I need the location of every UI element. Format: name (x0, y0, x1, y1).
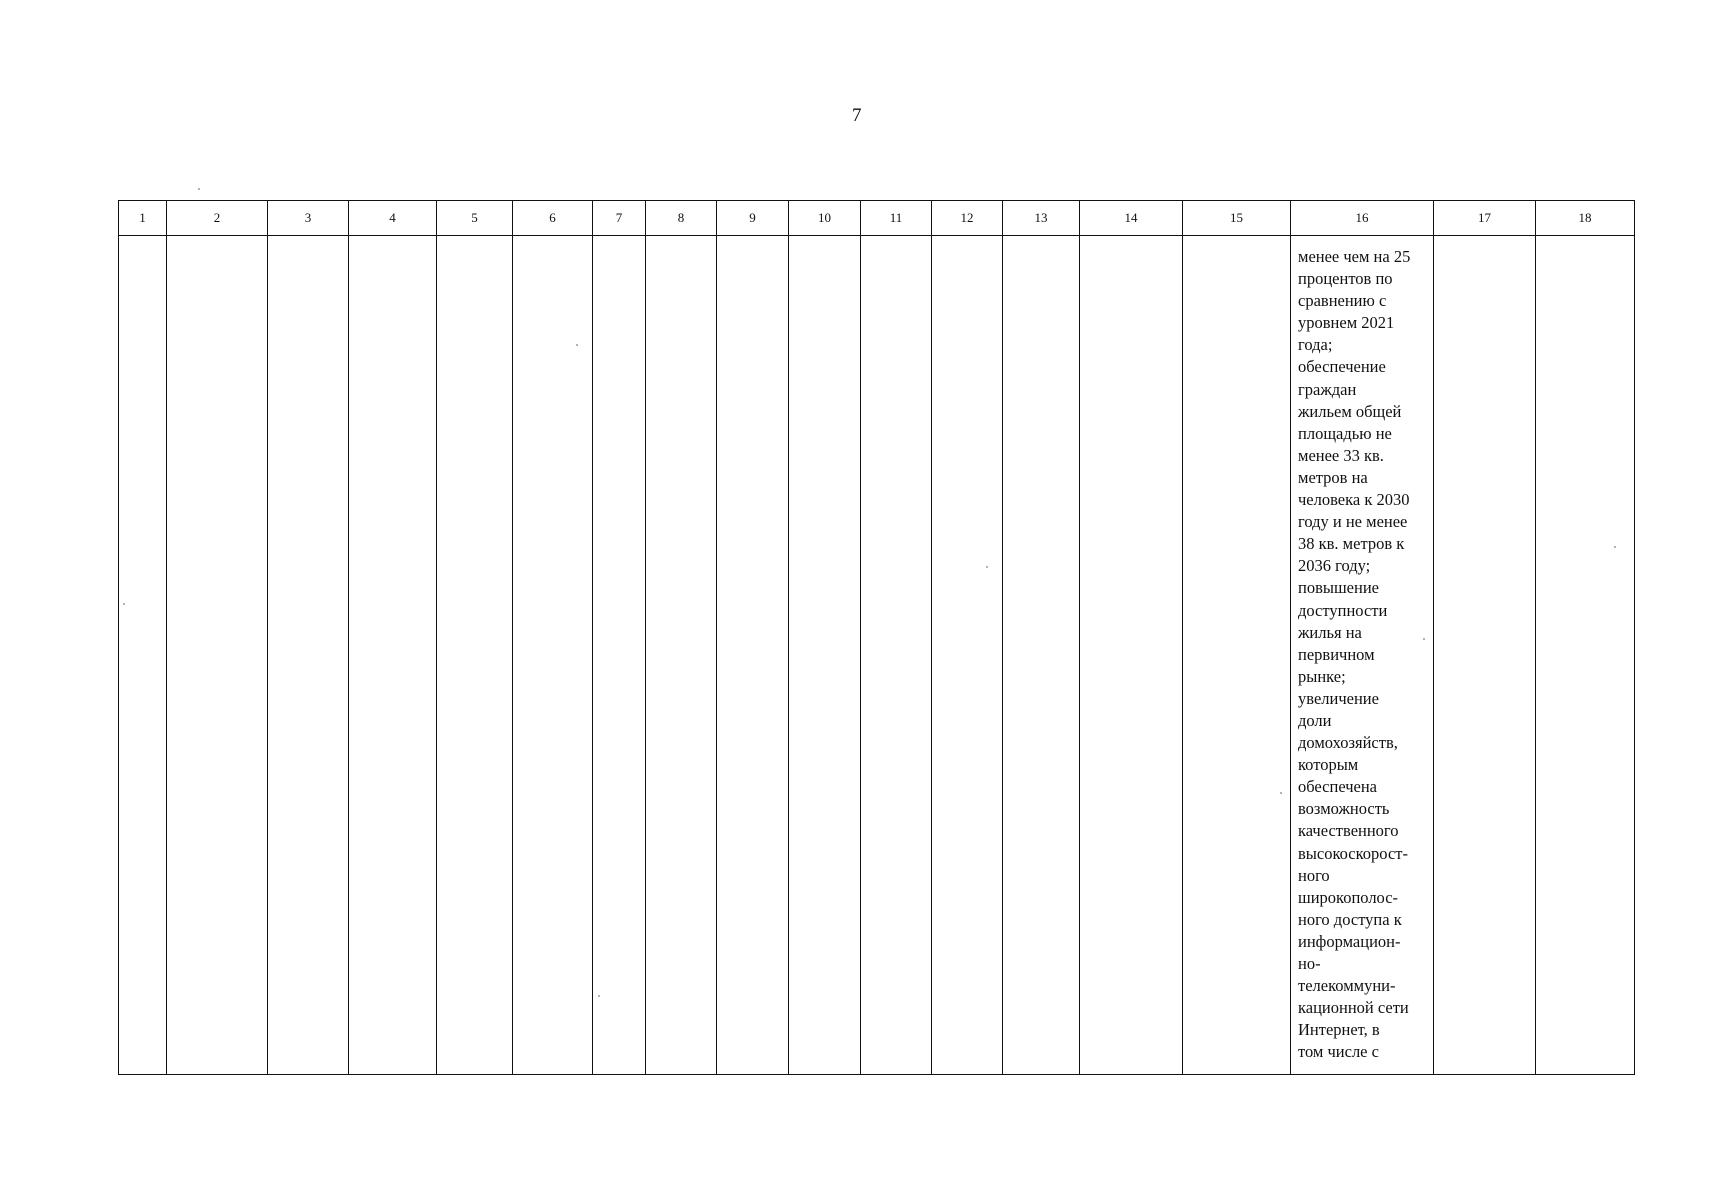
scan-speck (598, 995, 600, 997)
cell-text (437, 236, 512, 246)
cell-text (268, 236, 348, 246)
cell-text (717, 236, 788, 246)
table-cell (167, 236, 268, 1075)
table-cell-text-column (1291, 236, 1434, 1075)
cell-text (167, 236, 267, 246)
header-row (119, 201, 1635, 236)
table-cell (593, 236, 646, 1075)
scan-speck (576, 344, 578, 346)
column-header: 16 (1291, 201, 1434, 236)
table-cell (932, 236, 1003, 1075)
table-cell (717, 236, 789, 1075)
column-header: 6 (513, 201, 593, 236)
cell-text (593, 236, 645, 246)
table-cell (1183, 236, 1291, 1075)
cell-text (349, 236, 436, 246)
data-table (118, 200, 1635, 1075)
column-header: 7 (593, 201, 646, 236)
table-cell (646, 236, 717, 1075)
table-row (119, 236, 1635, 1075)
cell-text (513, 236, 592, 246)
column-header: 4 (349, 201, 437, 236)
scan-speck (1614, 546, 1616, 548)
column-header: 13 (1003, 201, 1080, 236)
scan-speck (986, 566, 988, 568)
column-header: 14 (1080, 201, 1183, 236)
cell-text (1536, 236, 1634, 246)
column-header: 8 (646, 201, 717, 236)
scan-speck (1280, 792, 1282, 794)
cell-text (1434, 236, 1535, 246)
cell-text: менее чем на 25 процентов по сравнению с уровнем 2021 года; обеспечение граждан жильем общей площадью не менее 33 кв. метров на человека к 2030 году и не менее 38 кв. метров к 2036 году; повышение доступности жилья на первичном рынке; увеличение доли домохозяйств, которым обеспечена возможность качественного высокоскорост- ного широкополос- ного доступа к информацион- но- телекоммуни- кационной сети Интернет, в том числе с (1298, 247, 1411, 1062)
column-header: 12 (932, 201, 1003, 236)
cell-text (861, 236, 931, 246)
column-header: 15 (1183, 201, 1291, 236)
table-cell (861, 236, 932, 1075)
column-header: 2 (167, 201, 268, 236)
table-cell (437, 236, 513, 1075)
cell-text (1080, 236, 1182, 246)
scan-speck (123, 603, 125, 605)
table-cell (1536, 236, 1635, 1075)
table-cell (1080, 236, 1183, 1075)
cell-text (932, 236, 1002, 246)
table-cell (349, 236, 437, 1075)
page-number: 7 (852, 105, 862, 126)
column-header: 11 (861, 201, 932, 236)
cell-text (646, 236, 716, 246)
column-header: 9 (717, 201, 789, 236)
table-cell (1003, 236, 1080, 1075)
table-cell (268, 236, 349, 1075)
column-header: 17 (1434, 201, 1536, 236)
column-header: 1 (119, 201, 167, 236)
table-cell (789, 236, 861, 1075)
table-cell (1434, 236, 1536, 1075)
table-cell (119, 236, 167, 1075)
cell-text (119, 236, 166, 246)
column-header: 10 (789, 201, 861, 236)
scan-speck (198, 188, 200, 190)
column-header: 5 (437, 201, 513, 236)
cell-text (1183, 236, 1290, 246)
scan-speck (1423, 638, 1425, 640)
table-cell (513, 236, 593, 1075)
cell-text (1003, 236, 1079, 246)
column-header: 18 (1536, 201, 1635, 236)
column-header: 3 (268, 201, 349, 236)
cell-text (789, 236, 860, 246)
